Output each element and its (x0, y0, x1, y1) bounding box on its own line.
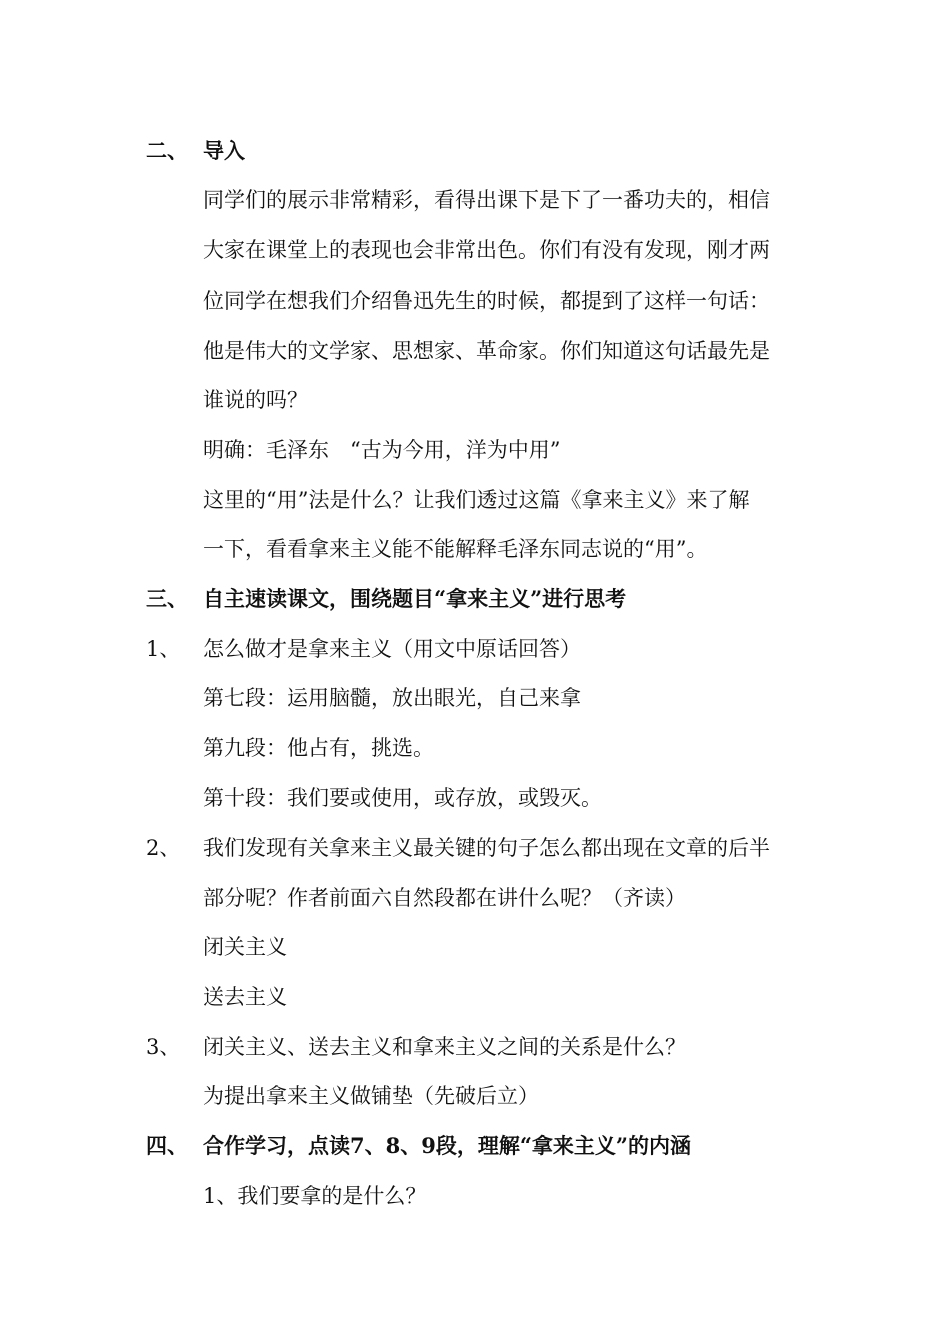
section-3-title: 自主速读课文，围绕题目“拿来主义”进行思考 (203, 586, 627, 611)
item-2-question-line-1: 我们发现有关拿来主义最关键的句子怎么都出现在文章的后半 (203, 836, 770, 860)
intro-line-2: 大家在课堂上的表现也会非常出色。你们有没有发现，刚才两 (203, 238, 770, 262)
item-3-number: 3、 (146, 1035, 181, 1059)
item-2-number: 2、 (146, 836, 181, 860)
intro-line-1: 同学们的展示非常精彩，看得出课下是下了一番功夫的，相信 (203, 188, 770, 212)
item-2-question-line-2: 部分呢？作者前面六自然段都在讲什么呢？（齐读） (203, 886, 686, 910)
item-1-answer-2: 第九段：他占有，挑选。 (203, 736, 434, 760)
item-1-question: 怎么做才是拿来主义（用文中原话回答） (203, 637, 581, 661)
item-1-answer-3: 第十段：我们要或使用，或存放，或毁灭。 (203, 786, 602, 810)
section-4-number: 四、 (146, 1133, 188, 1158)
intro-line-5: 谁说的吗？ (203, 388, 308, 412)
section-2-number: 二、 (146, 138, 188, 163)
item-3-question: 闭关主义、送去主义和拿来主义之间的关系是什么？ (203, 1035, 686, 1059)
section-2-title: 导入 (203, 138, 245, 163)
item-2-answer-2: 送去主义 (203, 985, 287, 1009)
item-1-answer-1: 第七段：运用脑髓，放出眼光，自己来拿 (203, 686, 581, 710)
intro-line-3: 位同学在想我们介绍鲁迅先生的时候，都提到了这样一句话： (203, 289, 770, 313)
intro-line-7: 这里的“用”法是什么？让我们透过这篇《拿来主义》来了解 (203, 488, 750, 512)
intro-line-8: 一下，看看拿来主义能不能解释毛泽东同志说的“用”。 (203, 537, 708, 561)
intro-line-6: 明确：毛泽东 “古为今用，洋为中用” (203, 438, 561, 462)
section-4-sub-question: 1、我们要拿的是什么？ (203, 1184, 427, 1208)
section-3-number: 三、 (146, 586, 188, 611)
item-3-answer: 为提出拿来主义做铺垫（先破后立） (203, 1084, 539, 1108)
item-2-answer-1: 闭关主义 (203, 935, 287, 959)
section-4-title: 合作学习，点读7、8、9段，理解“拿来主义”的内涵 (203, 1133, 691, 1158)
item-1-number: 1、 (146, 637, 181, 661)
intro-line-4: 他是伟大的文学家、思想家、革命家。你们知道这句话最先是 (203, 339, 770, 363)
